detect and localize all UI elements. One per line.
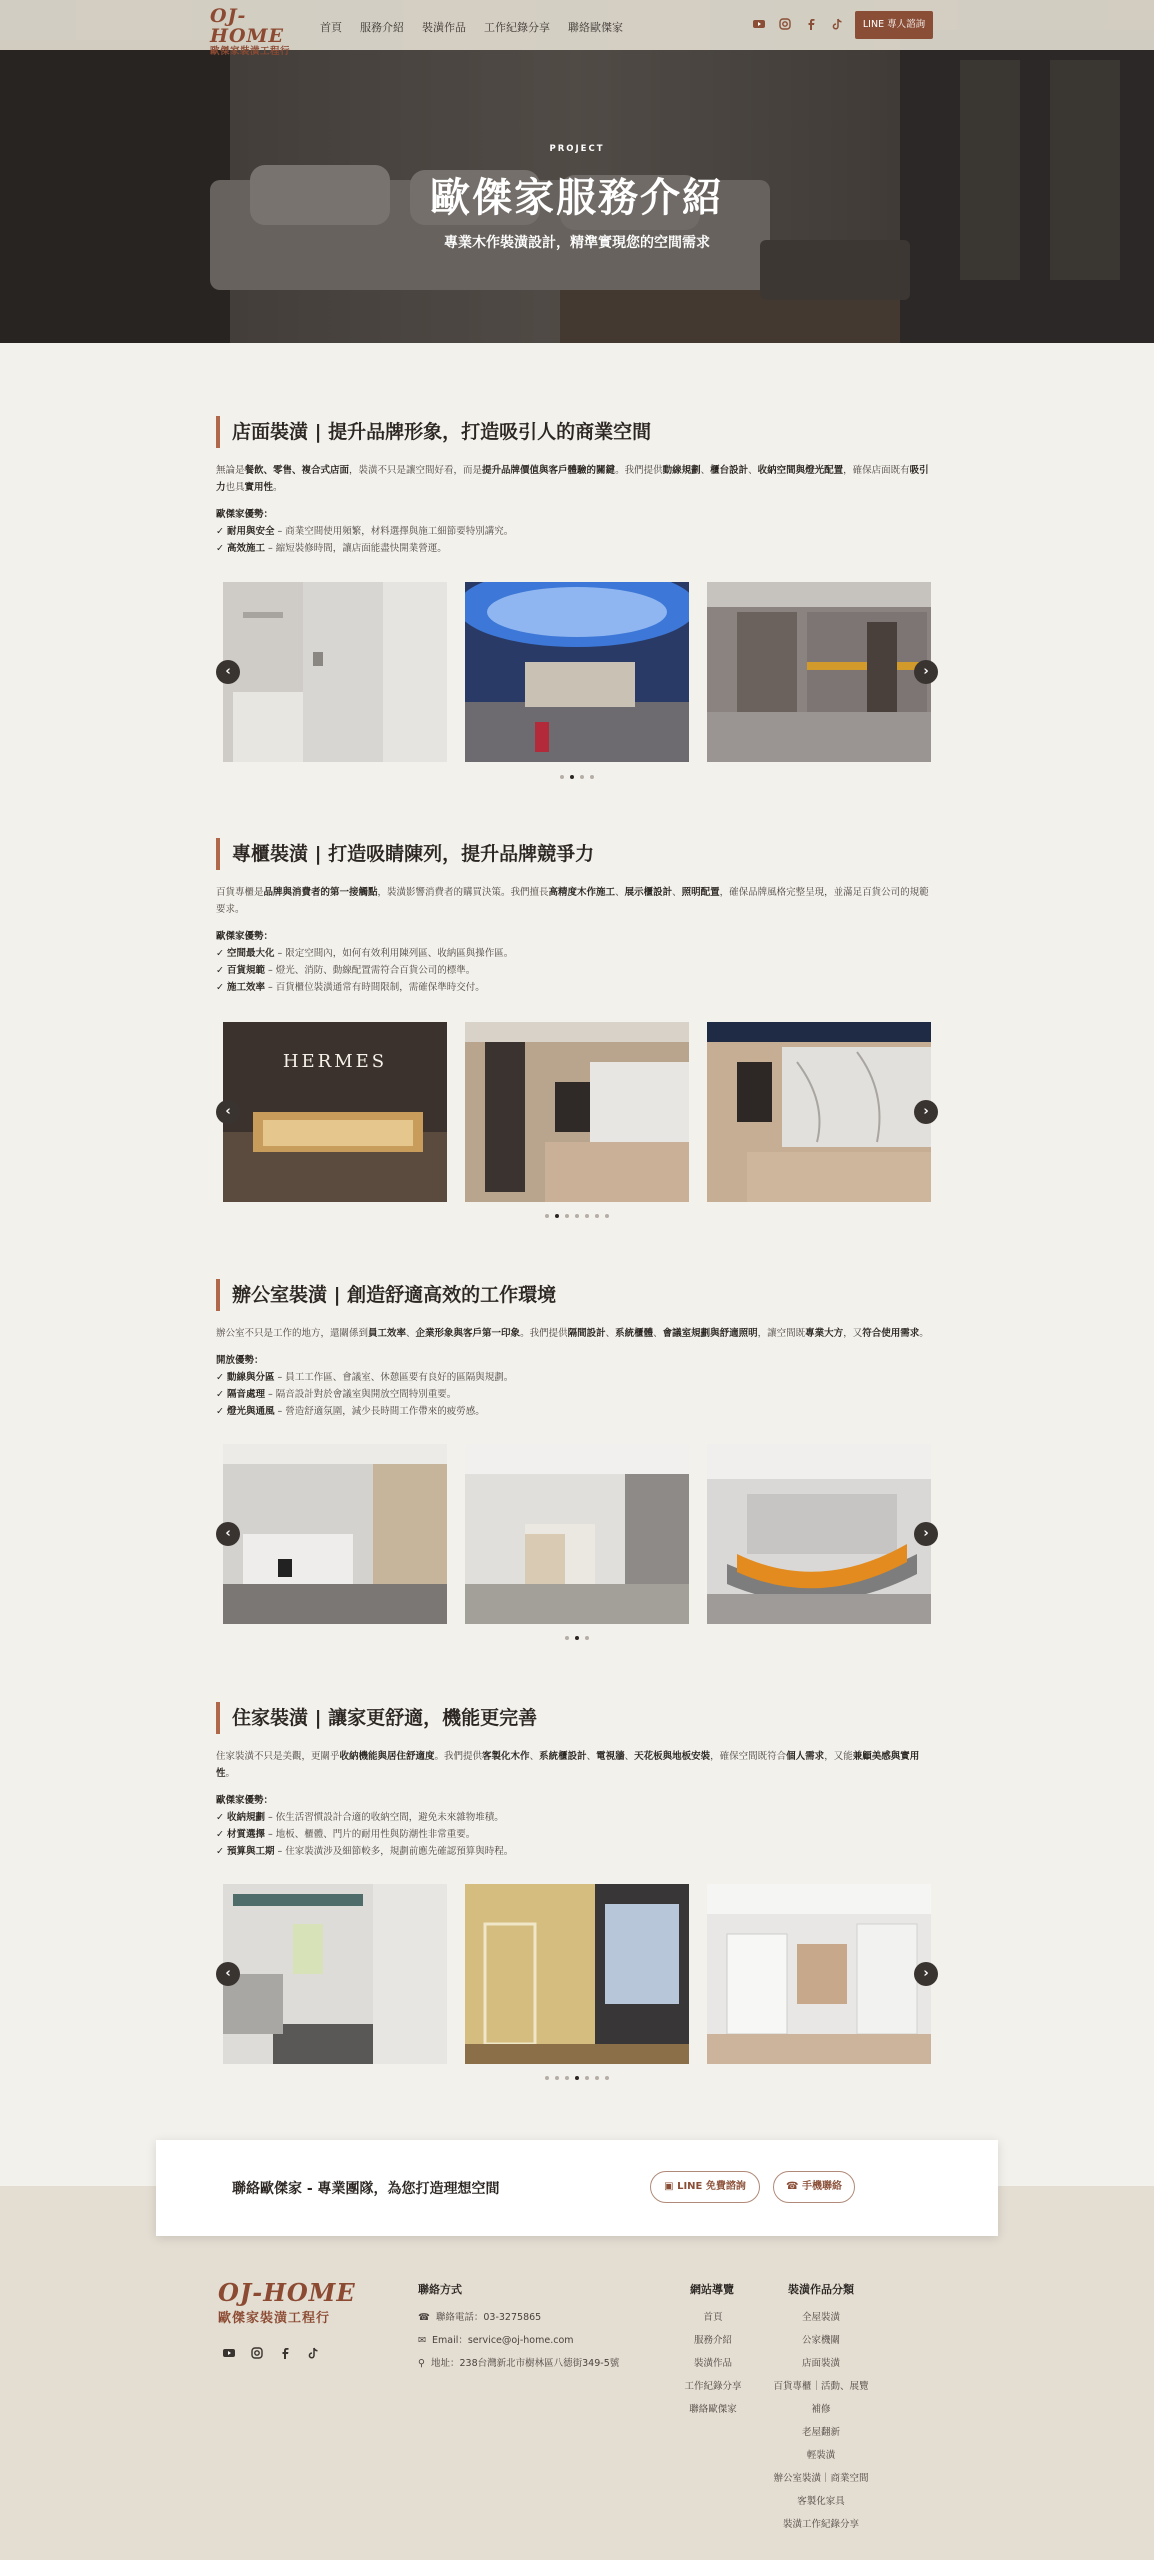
description-fragment: ，確保店面既有	[843, 465, 910, 476]
advantages-heading: 歐傑家優勢：	[216, 1795, 274, 1806]
footer-link[interactable]: 店面裝潢	[801, 2358, 840, 2369]
section-storefront	[216, 416, 938, 557]
description-fragment: 、	[624, 1751, 635, 1762]
description-fragment: ，又能	[824, 1751, 853, 1762]
office-carousel	[216, 1444, 938, 1624]
instagram-icon[interactable]	[250, 2346, 264, 2360]
section-title: 專櫃裝潢 | 打造吸睛陳列，提升品牌競爭力	[216, 838, 938, 870]
footer-logo-subtitle: 歐傑家裝潢工程行	[218, 2311, 331, 2326]
instagram-icon[interactable]	[778, 17, 792, 31]
carousel-prev-arrow[interactable]: ‹	[216, 660, 240, 684]
advantage-text: – 營造舒適氛圍，減少長時間工作帶來的疲勞感。	[274, 1406, 485, 1417]
carousel-dot[interactable]	[585, 2076, 589, 2080]
advantage-label: 百貨規範	[226, 965, 265, 976]
check-icon: ✓	[216, 1406, 224, 1417]
description-fragment: 展示櫃設計	[624, 887, 673, 898]
carousel-dot[interactable]	[605, 1214, 609, 1218]
advantages-list	[216, 1809, 938, 1860]
description-fragment: 櫃台設計	[710, 465, 749, 476]
counter-carousel	[216, 1022, 938, 1202]
hero-subtitle: 專業木作裝潢設計，精準實現您的空間需求	[444, 235, 710, 251]
footer-link[interactable]: 全屋裝潢	[801, 2312, 840, 2323]
facebook-icon[interactable]	[804, 17, 818, 31]
advantages-list	[216, 1369, 938, 1420]
logo-wordmark: OJ-HOME	[210, 5, 285, 47]
carousel-dot[interactable]	[560, 775, 564, 779]
footer	[0, 2186, 1154, 2560]
section-description	[216, 884, 938, 918]
hero-banner	[0, 0, 1154, 343]
description-fragment: 隔間設計	[567, 1328, 606, 1339]
advantage-item	[216, 540, 938, 557]
nav-item-works[interactable]: 裝潢作品	[422, 21, 466, 34]
description-fragment: 、	[748, 465, 758, 476]
footer-contact-title: 聯絡方式	[418, 2283, 462, 2296]
footer-link[interactable]: 辦公室裝潢｜商業空間	[773, 2473, 869, 2484]
advantage-label: 燈光與通風	[226, 1406, 275, 1417]
description-fragment: 客製化木作	[482, 1751, 530, 1762]
section-description	[216, 1325, 938, 1342]
description-fragment: 動線規劃	[662, 465, 701, 476]
carousel-dot[interactable]	[575, 1214, 579, 1218]
carousel-slide-2[interactable]	[465, 1444, 689, 1624]
advantage-label: 預算與工期	[226, 1846, 275, 1857]
tiktok-icon[interactable]	[830, 17, 844, 31]
hero-eyebrow: PROJECT	[549, 144, 605, 154]
nav-item-blog[interactable]: 工作紀錄分享	[484, 21, 550, 34]
section-title: 住家裝潢 | 讓家更舒適，機能更完善	[216, 1702, 938, 1734]
logo-subtitle: 歐傑家裝潢工程行	[210, 46, 291, 57]
description-fragment: 照明配置	[681, 887, 720, 898]
carousel-slide-3[interactable]	[707, 582, 931, 762]
carousel-next-arrow[interactable]: ›	[914, 1100, 938, 1124]
advantage-item	[216, 1843, 938, 1860]
advantage-label: 動線與分區	[226, 1372, 275, 1383]
description-fragment: 、	[700, 465, 711, 476]
description-fragment: 、	[529, 1751, 540, 1762]
line-icon: ▣	[664, 2181, 678, 2192]
carousel-slide-2[interactable]	[465, 582, 689, 762]
footer-link[interactable]: 裝潢作品	[693, 2358, 732, 2369]
residential-carousel	[216, 1884, 938, 2064]
carousel-dot[interactable]	[595, 2076, 599, 2080]
description-fragment: 系統櫃設計	[539, 1751, 587, 1762]
advantages-list	[216, 945, 938, 996]
advantage-text: – 百貨櫃位裝潢通常有時間限制，需確保準時交付。	[264, 982, 485, 993]
carousel-dot[interactable]	[555, 1214, 559, 1218]
advantage-item	[216, 1386, 938, 1403]
carousel-dot[interactable]	[545, 1214, 549, 1218]
carousel-dot[interactable]	[575, 1636, 579, 1640]
advantage-item	[216, 1403, 938, 1420]
location-pin-icon: ⚲	[418, 2358, 431, 2369]
description-fragment: 。	[919, 1328, 929, 1339]
description-fragment: 品牌與消費者的第一接觸點	[263, 887, 378, 898]
header-social-icons	[752, 17, 844, 31]
description-fragment: 符合使用需求	[862, 1328, 920, 1339]
carousel-slide-1[interactable]	[223, 1444, 447, 1624]
advantages-list	[216, 523, 938, 557]
carousel-dot[interactable]	[575, 2076, 579, 2080]
tiktok-icon[interactable]	[306, 2346, 320, 2360]
carousel-prev-arrow[interactable]: ‹	[216, 1962, 240, 1986]
carousel-dot[interactable]	[595, 1214, 599, 1218]
section-title: 辦公室裝潢 | 創造舒適高效的工作環境	[216, 1279, 938, 1311]
carousel-dot[interactable]	[565, 2076, 569, 2080]
carousel-slide-2[interactable]	[465, 1884, 689, 2064]
carousel-next-arrow[interactable]: ›	[914, 1522, 938, 1546]
carousel-dots	[216, 1636, 938, 1640]
check-icon: ✓	[216, 1372, 224, 1383]
carousel-slide-2[interactable]	[465, 1022, 689, 1202]
advantage-label: 耐用與安全	[226, 526, 275, 537]
description-fragment: 、	[586, 1751, 597, 1762]
nav-item-contact[interactable]: 聯絡歐傑家	[568, 21, 623, 34]
description-fragment: 個人需求	[786, 1751, 825, 1762]
description-fragment: ，確保品牌風格完整呈現，並滿足百貨公司的規範要求。	[216, 887, 929, 915]
contact-cta-box	[156, 2140, 998, 2236]
description-fragment: ，讓空間既	[757, 1328, 806, 1339]
section-description	[216, 1748, 938, 1782]
footer-address-text: 地址：238台灣新北市樹林區八德街349-5號	[431, 2358, 620, 2369]
footer-social-icons	[222, 2346, 320, 2360]
footer-link[interactable]: 服務介紹	[693, 2335, 732, 2346]
footer-link[interactable]: 裝潢工作紀錄分享	[782, 2519, 859, 2530]
description-fragment: 、	[615, 887, 625, 898]
advantage-item	[216, 945, 938, 962]
svg-text:HERMES: HERMES	[282, 1051, 388, 1072]
advantage-label: 高效施工	[226, 543, 265, 554]
section-residential	[216, 1702, 938, 1860]
description-fragment: 、	[406, 1328, 416, 1339]
check-icon: ✓	[216, 1389, 224, 1400]
carousel-prev-arrow[interactable]: ‹	[216, 1522, 240, 1546]
description-fragment: ，裝潢影響消費者的購買決策。我們擅長	[377, 887, 549, 898]
description-fragment: ，確保空間既符合	[710, 1751, 787, 1762]
description-fragment: 電視牆	[596, 1751, 625, 1762]
section-description	[216, 462, 938, 496]
footer-phone-text: 聯絡電話：03-3275865	[435, 2312, 542, 2323]
hero-title: 歐傑家服務介紹	[430, 175, 724, 221]
check-icon: ✓	[216, 982, 224, 993]
advantages-heading: 歐傑家優勢：	[216, 509, 274, 520]
footer-nav-title: 網站導覽	[690, 2283, 734, 2296]
advantage-text: – 商業空間使用頻繁，材料選擇與施工細節要特別講究。	[274, 526, 514, 537]
advantage-label: 材質選擇	[226, 1829, 265, 1840]
carousel-prev-arrow[interactable]: ‹	[216, 1100, 240, 1124]
check-icon: ✓	[216, 948, 224, 959]
advantage-text: – 限定空間內，如何有效利用陳列區、收納區與操作區。	[274, 948, 514, 959]
advantage-item	[216, 523, 938, 540]
description-fragment: 、	[605, 1328, 616, 1339]
description-fragment: 辦公室不只是工作的地方，還關係到	[216, 1328, 369, 1339]
phone-button-label: 手機聯絡	[801, 2181, 842, 2192]
advantage-item	[216, 979, 938, 996]
advantage-text: – 員工工作區、會議室、休憩區要有良好的區隔與規劃。	[274, 1372, 514, 1383]
section-office	[216, 1279, 938, 1420]
description-fragment: 企業形象與客戶第一印象	[415, 1328, 521, 1339]
check-icon: ✓	[216, 1829, 224, 1840]
description-fragment: 。	[273, 482, 283, 493]
description-fragment: 。我們提供	[615, 465, 663, 476]
footer-category-title: 裝潢作品分類	[788, 2283, 854, 2296]
description-fragment: 員工效率	[368, 1328, 407, 1339]
carousel-dot[interactable]	[585, 1214, 589, 1218]
main-nav	[320, 19, 623, 35]
facebook-icon[interactable]	[278, 2346, 292, 2360]
footer-link[interactable]: 百貨專櫃｜活動、展覽	[773, 2381, 869, 2392]
cta-text: 聯絡歐傑家 - 專業團隊，為您打造理想空間	[232, 2181, 500, 2197]
advantage-label: 收納規劃	[226, 1812, 265, 1823]
advantage-label: 空間最大化	[226, 948, 275, 959]
footer-email-text: Email：service@oj-home.com	[432, 2335, 574, 2346]
check-icon: ✓	[216, 965, 224, 976]
advantage-text: – 隔音設計對於會議室與開放空間特別重要。	[264, 1389, 457, 1400]
carousel-dots	[216, 775, 938, 779]
carousel-dot[interactable]	[565, 1214, 569, 1218]
description-fragment: 會議室規劃與舒適照明	[662, 1328, 758, 1339]
footer-link[interactable]: 公家機關	[801, 2335, 840, 2346]
footer-link[interactable]: 工作紀錄分享	[684, 2381, 742, 2392]
storefront-carousel	[216, 582, 938, 762]
youtube-icon[interactable]	[752, 17, 766, 31]
carousel-dot[interactable]	[585, 1636, 589, 1640]
check-icon: ✓	[216, 1846, 224, 1857]
description-fragment: 兼顧美感與實用性	[216, 1751, 920, 1779]
advantage-item	[216, 1826, 938, 1843]
nav-item-services[interactable]: 服務介紹	[360, 21, 404, 34]
description-fragment: 吸引力	[216, 465, 929, 493]
line-button-label: LINE 免費諮詢	[677, 2181, 746, 2192]
description-fragment: 。我們提供	[434, 1751, 483, 1762]
carousel-next-arrow[interactable]: ›	[914, 660, 938, 684]
description-fragment: 無論是	[216, 465, 245, 476]
description-fragment: 收納機能與居住舒適度	[339, 1751, 435, 1762]
carousel-slide-3[interactable]	[707, 1884, 931, 2064]
advantage-item	[216, 1369, 938, 1386]
footer-logo-wordmark[interactable]: OJ-HOME	[218, 2278, 356, 2307]
description-fragment: 系統櫃體	[615, 1328, 654, 1339]
carousel-dot[interactable]	[570, 775, 574, 779]
carousel-dots	[216, 2076, 938, 2080]
carousel-slide-1[interactable]	[223, 582, 447, 762]
footer-link[interactable]: 首頁	[703, 2312, 723, 2323]
description-fragment: 實用性	[244, 482, 274, 493]
advantage-text: – 依生活習慣設計合適的收納空間，避免未來雜物堆積。	[264, 1812, 504, 1823]
carousel-slide-1[interactable]	[223, 1022, 447, 1202]
description-fragment: 餐飲、零售、複合式店面	[244, 465, 350, 476]
carousel-dots	[216, 1214, 938, 1218]
advantage-item	[216, 962, 938, 979]
carousel-slide-3[interactable]	[707, 1444, 931, 1624]
description-fragment: 專業大方	[805, 1328, 844, 1339]
carousel-dot[interactable]	[605, 2076, 609, 2080]
description-fragment: 百貨專櫃是	[216, 887, 264, 898]
carousel-dot[interactable]	[565, 1636, 569, 1640]
advantage-text: – 燈光、消防、動線配置需符合百貨公司的標準。	[264, 965, 476, 976]
advantages-heading: 歐傑家優勢：	[216, 931, 274, 942]
advantages-heading: 開放優勢：	[216, 1355, 264, 1366]
description-fragment: 住家裝潢不只是美觀，更關乎	[216, 1751, 340, 1762]
footer-email[interactable]	[418, 2332, 574, 2346]
description-fragment: 。我們提供	[520, 1328, 568, 1339]
advantage-label: 隔音處理	[226, 1389, 265, 1400]
description-fragment: 提升品牌價值與客戶體驗的關鍵	[482, 465, 616, 476]
advantage-text: – 住家裝潢涉及細節較多，規劃前應先確認預算與時程。	[274, 1846, 514, 1857]
carousel-slide-1[interactable]	[223, 1884, 447, 2064]
carousel-slide-3[interactable]	[707, 1022, 931, 1202]
footer-phone[interactable]	[418, 2309, 541, 2323]
advantage-label: 施工效率	[226, 982, 265, 993]
site-header	[0, 0, 1154, 57]
check-icon: ✓	[216, 1812, 224, 1823]
phone-icon: ☎	[786, 2181, 802, 2192]
check-icon: ✓	[216, 526, 224, 537]
line-free-consult-button[interactable]	[650, 2171, 760, 2203]
phone-contact-button[interactable]	[773, 2171, 855, 2203]
carousel-dot[interactable]	[545, 2076, 549, 2080]
footer-link[interactable]: 聯絡歐傑家	[689, 2404, 737, 2415]
description-fragment: 。	[225, 1768, 236, 1779]
description-fragment: 天花板與地板安裝	[634, 1751, 711, 1762]
site-logo[interactable]	[210, 5, 302, 57]
description-fragment: 高精度木作施工	[548, 887, 616, 898]
advantage-item	[216, 1809, 938, 1826]
line-consult-button[interactable]: LINE 專人諮詢	[855, 11, 933, 39]
description-fragment: 、	[672, 887, 682, 898]
carousel-dot[interactable]	[580, 775, 584, 779]
email-icon: ✉	[418, 2335, 432, 2346]
carousel-dot[interactable]	[590, 775, 594, 779]
advantage-text: – 縮短裝修時間，讓店面能盡快開業營運。	[264, 543, 447, 554]
youtube-icon[interactable]	[222, 2346, 236, 2360]
section-title: 店面裝潢 | 提升品牌形象，打造吸引人的商業空間	[216, 416, 938, 448]
footer-address	[418, 2355, 619, 2369]
description-fragment: ，又	[843, 1328, 863, 1339]
advantage-text: – 地板、櫃體、門片的耐用性與防潮性非常重要。	[264, 1829, 476, 1840]
check-icon: ✓	[216, 543, 224, 554]
footer-link[interactable]: 補修	[811, 2404, 831, 2415]
footer-link[interactable]: 老屋翻新	[801, 2427, 840, 2438]
description-fragment: ，裝潢不只是讓空間好看，而是	[349, 465, 483, 476]
description-fragment: 收納空間與燈光配置	[757, 465, 844, 476]
phone-icon: ☎	[418, 2312, 436, 2323]
carousel-dot[interactable]	[555, 2076, 559, 2080]
footer-link[interactable]: 輕裝潢	[806, 2450, 836, 2461]
description-fragment: 、	[653, 1328, 663, 1339]
description-fragment: 也具	[225, 482, 245, 493]
carousel-next-arrow[interactable]: ›	[914, 1962, 938, 1986]
section-counter	[216, 838, 938, 996]
footer-link[interactable]: 客製化家具	[797, 2496, 845, 2507]
nav-item-home[interactable]: 首頁	[320, 21, 342, 34]
